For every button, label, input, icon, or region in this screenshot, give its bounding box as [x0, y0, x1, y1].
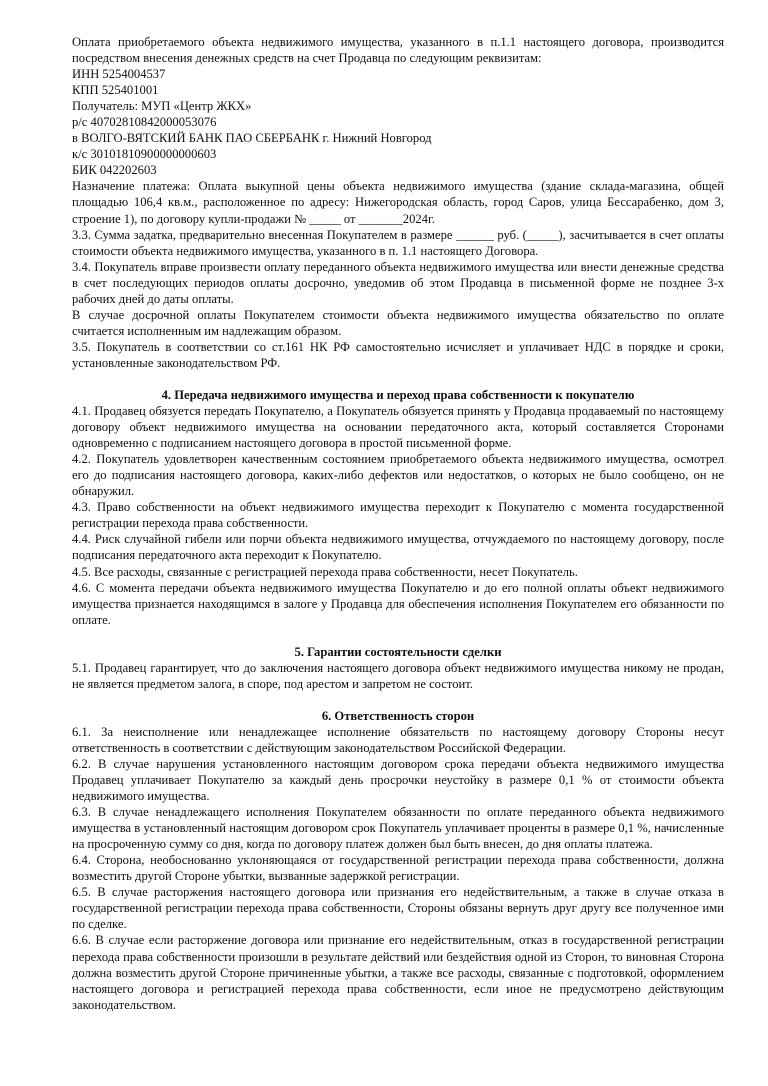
- clause-6-6: 6.6. В случае если расторжение договора или признание его недействительным, отказ в государственной регистрации перехода права собственности произошли в результате действий или бездействия одной из Сторон, то виновная Сторона должна возместить другой Стороне причиненные убытки, а также все расходы, связанные с подготовкой, оформлением настоящего договора и регистрацией перехода права собственности, если иное не предусмотрено действующим законодательством.: [72, 933, 724, 1012]
- clause-4-6: 4.6. С момента передачи объекта недвижимого имущества Покупателю и до его полной оплаты объект недвижимого имущества признается находящимся в залоге у Продавца для обеспечения исполнения Покупателем его обязанности по оплате.: [72, 580, 724, 627]
- clause-4-2: 4.2. Покупатель удовлетворен качественным состоянием приобретаемого объекта недвижимого имущества, осмотрел его до подписания настоящего договора, каких-либо дефектов или недостатков, о которых не было сообщено, он не обнаружил.: [72, 452, 724, 499]
- account-line: р/с 40702810842000053076: [72, 115, 217, 130]
- clause-3-3: 3.3. Сумма задатка, предварительно внесенная Покупателем в размере ______ руб. (_____), засчитывается в счет оплаты стоимости объекта недвижимого имущества, указанного в п. 1.1 настоящего Договора.: [72, 227, 724, 258]
- clause-3-4-note: В случае досрочной оплаты Покупателем стоимости объекта недвижимого имущества обязательство по оплате считается исполненным им надлежащим образом.: [72, 307, 724, 338]
- clause-4-3: 4.3. Право собственности на объект недвижимого имущества переходит к Покупателю с момента государственной регистрации перехода права собственности.: [72, 500, 724, 531]
- clause-4-1: 4.1. Продавец обязуется передать Покупателю, а Покупатель обязуется принять у Продавца продаваемый по настоящему договору объект недвижимого имущества на основании передаточного акта, который составляется Сторонами одновременно с подписанием настоящего договора в простой письменной форме.: [72, 404, 724, 451]
- spacer: [72, 371, 724, 387]
- corr-account-line: к/с 30101810900000000603: [72, 147, 217, 162]
- section-4-heading: 4. Передача недвижимого имущества и переход права собственности к покупателю: [161, 387, 635, 402]
- clause-6-1: 6.1. За неисполнение или ненадлежащее исполнение обязательств по настоящему договору Стороны несут ответственность в соответствии с действующим законодательством Российской Федерации.: [72, 724, 724, 755]
- recipient-line: Получатель: МУП «Центр ЖКХ»: [72, 99, 252, 114]
- clause-3-5: 3.5. Покупатель в соответствии со ст.161 НК РФ самостоятельно исчисляет и уплачивает НДС в порядке и сроки, установленные законодательством РФ.: [72, 339, 724, 370]
- clause-6-2: 6.2. В случае нарушения установленного настоящим договором срока передачи объекта недвижимого имущества Продавец уплачивает Покупателю за каждый день просрочки неустойку в размере 0,1 % от стоимости объекта недвижимого имущества.: [72, 756, 724, 804]
- clause-6-4: 6.4. Сторона, необоснованно уклоняющаяся от государственной регистрации перехода права собственности, должна возместить другой Стороне убытки, вызванные задержкой регистрации.: [72, 853, 724, 884]
- document-page: [72, 34, 724, 1013]
- bik-line: БИК 042202603: [72, 163, 157, 178]
- spacer: [72, 692, 724, 708]
- bank-line: в ВОЛГО-ВЯТСКИЙ БАНК ПАО СБЕРБАНК г. Нижний Новгород: [72, 131, 432, 146]
- spacer: [72, 628, 724, 644]
- clause-6-5: 6.5. В случае расторжения настоящего договора или признания его недействительным, а также в случае отказа в государственной регистрации перехода права собственности, Стороны обязаны вернуть друг другу все полученное ими по сделке.: [72, 885, 724, 932]
- clause-4-5: 4.5. Все расходы, связанные с регистрацией перехода права собственности, несет Покупатель.: [72, 564, 578, 579]
- bank-requisites: [72, 66, 724, 178]
- section-5-heading: 5. Гарантии состоятельности сделки: [294, 644, 502, 659]
- clause-3-4: 3.4. Покупатель вправе произвести оплату переданного объекта недвижимого имущества или внести денежные средства в счет последующих периодов оплаты досрочно, уведомив об этом Продавца в письменной форме не позднее 3-х рабочих дней до даты оплаты.: [72, 259, 724, 306]
- payment-purpose-paragraph: Назначение платежа: Оплата выкупной цены объекта недвижимого имущества (здание склада-магазина, общей площадью 106,4 кв.м., расположенное по адресу: Нижегородская область, город Саров, улица Бессарабенко, дом 3, строение 1), по договору купли-продажи № _____ от _______2024г.: [72, 179, 724, 226]
- intro-paragraph: Оплата приобретаемого объекта недвижимого имущества, указанного в п.1.1 настоящего договора, производится посредством внесения денежных средств на счет Продавца по следующим реквизитам:: [72, 35, 724, 66]
- clause-5-1: 5.1. Продавец гарантирует, что до заключения настоящего договора объект недвижимого имущества никому не продан, не является предметом залога, в споре, под арестом и запретом не состоит.: [72, 660, 724, 691]
- clause-4-4: 4.4. Риск случайной гибели или порчи объекта недвижимого имущества, отчуждаемого по настоящему договору, после подписания передаточного акта переходит к Покупателю.: [72, 532, 724, 563]
- inn-line: ИНН 5254004537: [72, 67, 166, 82]
- section-6-heading: 6. Ответственность сторон: [321, 708, 475, 723]
- kpp-line: КПП 525401001: [72, 83, 159, 98]
- clause-6-3: 6.3. В случае ненадлежащего исполнения Покупателем обязанности по оплате переданного объекта недвижимого имущества в установленный настоящим договором срок Покупатель уплачивает проценты в размере 0,1 %, начисленные на просроченную сумму со дня, когда по договору платеж должен был быть внесен, до дня оплаты платежа.: [72, 805, 724, 852]
